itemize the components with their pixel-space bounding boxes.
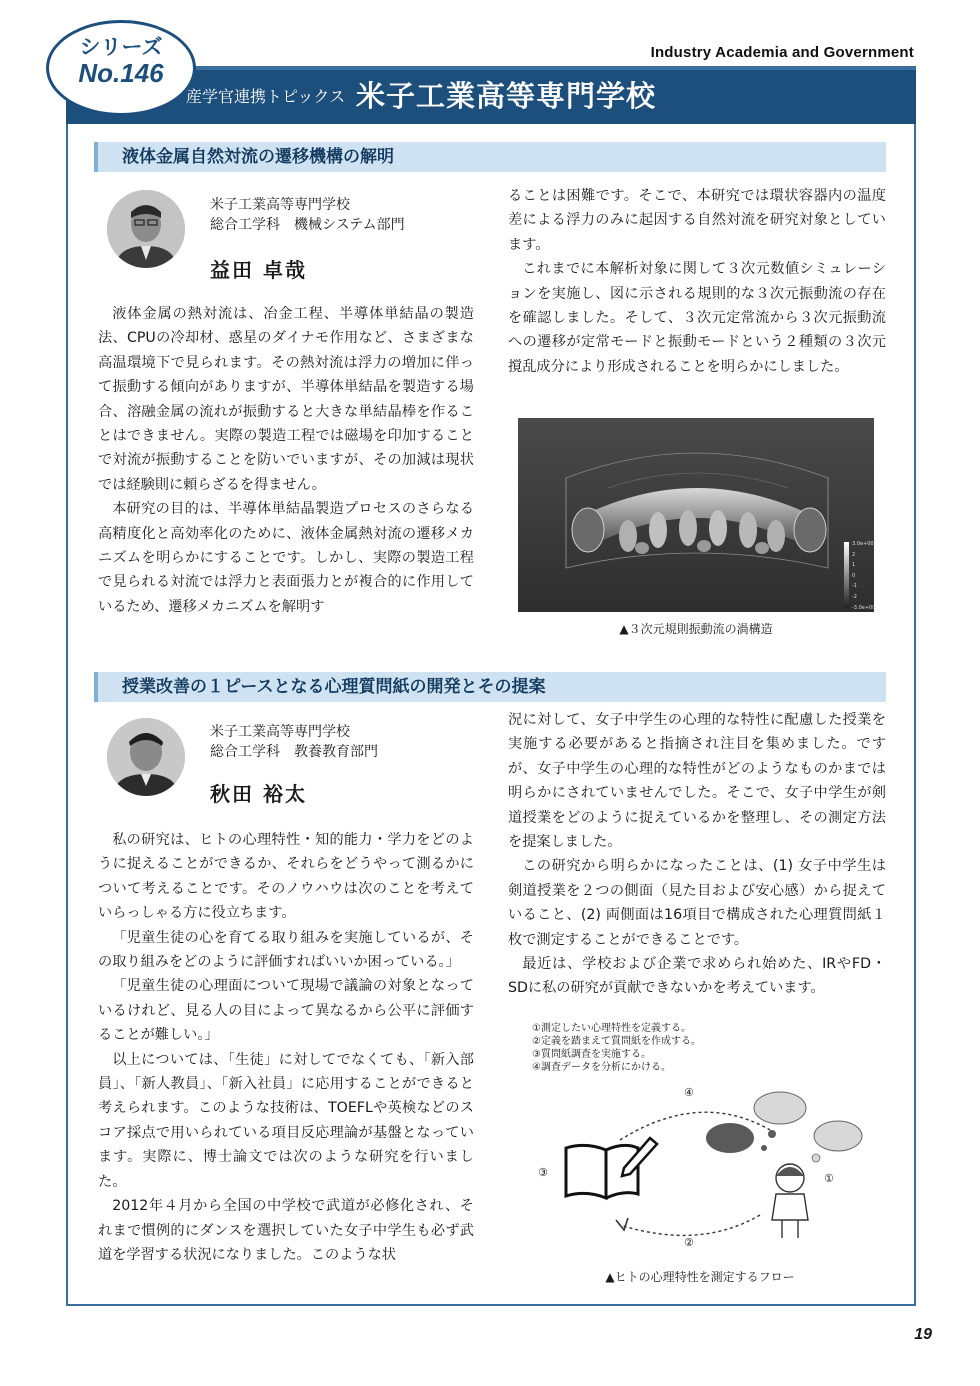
notebook-pencil-icon bbox=[566, 1138, 657, 1198]
author1-avatar bbox=[107, 190, 185, 268]
article2-paragraph: この研究から明らかになったことは、(1) 女子中学生は剣道授業を２つの側面（見た目および安心感）から捉えていること、(2) 両側面は16項目で構成された心理質問紙１枚で測定することができることです。 bbox=[508, 858, 886, 948]
vortex-simulation-figure bbox=[518, 418, 874, 612]
english-section-title: Industry Academia and Government bbox=[650, 44, 914, 61]
article1-title: 液体金属自然対流の遷移機構の解明 bbox=[94, 142, 886, 172]
flow-step: ④調査データを分析にかける。 bbox=[532, 1062, 671, 1073]
flow-label-4: ④ bbox=[684, 1086, 694, 1099]
author1-department: 総合工学科 機械システム部門 bbox=[210, 217, 405, 233]
article2-paragraph: 況に対して、女子中学生の心理的な特性に配慮した授業を実施する必要があると指摘され注目を集めました。ですが、女子中学生の心理的な特性がどのようなものかまでは明らかにされていませんでした。そこで、女子中学生が剣道授業をどのように捉えているかを整理し、その測定方法を提案しました。 bbox=[508, 712, 886, 851]
flow-label-2: ② bbox=[684, 1236, 694, 1249]
student-girl-icon bbox=[772, 1164, 808, 1238]
flow-step: ①測定したい心理特性を定義する。 bbox=[532, 1023, 691, 1034]
vortex-structure-icon bbox=[518, 418, 874, 612]
author2-portrait-icon bbox=[107, 718, 185, 796]
article1-paragraph: 液体金属の熱対流は、冶金工程、半導体単結晶の製造法、CPUの冷却材、惑星のダイナモ作用など、さまざまな高温環境下で見られます。その熱対流は浮力の増加に伴って振動する傾向がありますが、半導体単結晶を製造する場合、溶融金属の流れが振動すると大きな単結晶棒を作ることはできません。実際の製造工程では磁場を印加することで対流が振動することを防いでいますが、その加減は現状では経験則に頼らざるを得ません。 bbox=[98, 306, 474, 493]
thought-cloud-icon bbox=[706, 1092, 862, 1162]
article2-paragraph: 「児童生徒の心理面について現場で議論の対象となっているけれど、見る人の目によって異なるから公平に評価することが難しい。」 bbox=[98, 978, 474, 1044]
flow-label-1: ① bbox=[824, 1172, 834, 1185]
scale-label: 2 bbox=[852, 551, 856, 558]
page-number: 19 bbox=[914, 1326, 932, 1343]
article1-paragraph: これまでに本解析対象に関して３次元数値シミュレーションを実施し、図に示される規則的な３次元振動流の存在を確認しました。そして、３次元定常流から３次元振動流への遷移が定常モードと振動モードという２種類の３次元撹乱成分により形成されることを明らかにしました。 bbox=[508, 261, 886, 375]
article2-paragraph: 私の研究は、ヒトの心理特性・知的能力・学力をどのように捉えることができるか、それらをどうやって測るかについて考えることです。そのノウハウは次のことを考えていらっしゃる方に役立ちます。 bbox=[98, 832, 474, 922]
flow-steps-list bbox=[532, 1022, 701, 1074]
author2-avatar bbox=[107, 718, 185, 796]
scale-label: -3.0e+00 bbox=[852, 604, 876, 611]
flow-arc-bottom bbox=[620, 1215, 760, 1235]
article1-left-column bbox=[98, 302, 474, 619]
flow-step: ②定義を踏まえて質問紙を作成する。 bbox=[532, 1036, 701, 1047]
article2-paragraph: 最近は、学校および企業で求められ始めた、IRやFD・SDに私の研究が貢献できないかを考えています。 bbox=[508, 956, 886, 997]
flow-step: ③質問紙調査を実施する。 bbox=[532, 1049, 651, 1060]
author1-affiliation bbox=[210, 195, 405, 235]
scale-label: 3.0e+00 bbox=[852, 541, 874, 547]
school-name: 米子工業高等専門学校 bbox=[356, 79, 657, 113]
scale-label: -2 bbox=[852, 593, 857, 600]
article1-paragraph: 本研究の目的は、半導体単結晶製造プロセスのさらなる高精度化と高効率化のために、液体金属熱対流の遷移メカニズムを明らかにすることです。しかし、実際の製造工程で見られる対流では浮力と表面張力とが複合的に作用しているため、遷移メカニズムを解明す bbox=[98, 501, 474, 615]
article1-right-column bbox=[508, 184, 886, 379]
scale-label: 0 bbox=[852, 572, 856, 579]
article2-figure-caption: ▲ヒトの心理特性を測定するフロー bbox=[605, 1270, 795, 1284]
author1-portrait-icon bbox=[107, 190, 185, 268]
article1-figure-caption: ▲３次元規則振動流の渦構造 bbox=[619, 622, 773, 636]
article2-title: 授業改善の１ピースとなる心理質問紙の開発とその提案 bbox=[94, 672, 886, 702]
article2-left-column bbox=[98, 828, 474, 1267]
series-badge bbox=[46, 20, 196, 116]
series-number: No.146 bbox=[78, 58, 164, 88]
article2-paragraph: 「児童生徒の心を育てる取り組みを実施しているが、その取り組みをどのように評価すればいいか困っている。」 bbox=[98, 929, 474, 971]
article1-paragraph: ることは困難です。そこで、本研究では環状容器内の温度差による浮力のみに起因する自然対流を研究対象としています。 bbox=[508, 188, 886, 253]
author2-department: 総合工学科 教養教育部門 bbox=[210, 744, 378, 760]
figure-scale bbox=[852, 539, 875, 613]
author1-name: 益田 卓哉 bbox=[210, 258, 307, 282]
author2-school: 米子工業高等専門学校 bbox=[210, 724, 350, 740]
article2-right-column bbox=[508, 708, 886, 1001]
author1-school: 米子工業高等専門学校 bbox=[210, 197, 350, 213]
author2-name: 秋田 裕太 bbox=[210, 782, 307, 806]
article2-paragraph: 2012年４月から全国の中学校で武道が必修化され、それまで慣例的にダンスを選択していた女子中学生も必ず武道を学習する状況になりました。このような状 bbox=[98, 1198, 474, 1263]
series-label: シリーズ bbox=[79, 35, 163, 59]
flow-label-3: ③ bbox=[538, 1166, 548, 1179]
article2-paragraph: 以上については、「生徒」に対してでなくても、「新入部員」、「新人教員」、「新入社員」に応用することができると考えられます。このような技術は、TOEFLや英検などのスコア採点で用いられている項目反応理論が基盤となっています。実際に、博士論文では次のような研究を行いました。 bbox=[98, 1051, 474, 1190]
author2-affiliation bbox=[210, 722, 378, 762]
header-subtitle: 産学官連携トピックス bbox=[186, 87, 346, 106]
scale-label: 1 bbox=[852, 562, 856, 569]
scale-label: -1 bbox=[852, 583, 857, 590]
